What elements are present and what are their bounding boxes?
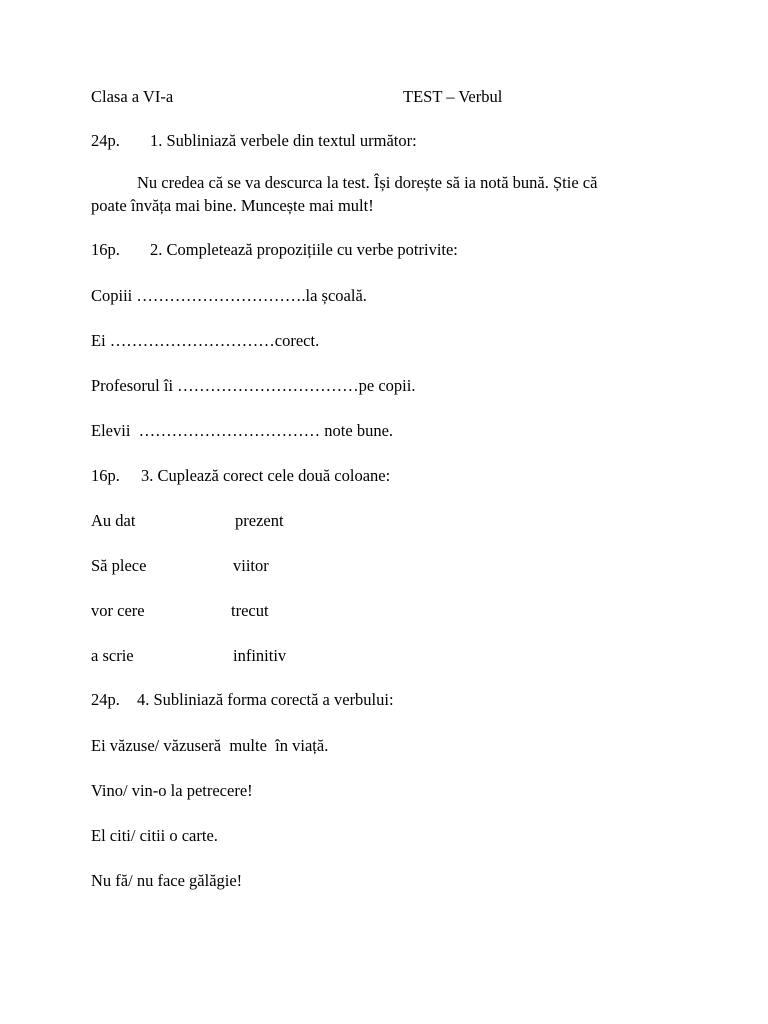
verb-choice-1: Ei văzuse/ văzuseră multe în viață. [91, 736, 329, 755]
match-left-3: vor cere [91, 601, 145, 620]
verb-choice-2: Vino/ vin-o la petrecere! [91, 781, 253, 800]
exercise3-instruction: 3. Cuplează corect cele două coloane: [141, 466, 391, 485]
exercise3-points: 16p. [91, 466, 120, 485]
match-left-2: Să plece [91, 556, 147, 575]
match-left-1: Au dat [91, 511, 136, 530]
exercise1-text-line2: poate învăța mai bine. Muncește mai mult! [91, 196, 374, 215]
fill-sentence-2: Ei …………………………corect. [91, 331, 320, 350]
exercise1-text-line1: Nu credea că se va descurca la test. Își dorește să ia notă bună. Știe că [137, 173, 598, 192]
match-right-2: viitor [233, 556, 269, 575]
verb-choice-4: Nu fă/ nu face gălăgie! [91, 871, 243, 890]
match-right-1: prezent [235, 511, 284, 530]
exercise2-points: 16p. [91, 240, 120, 259]
exercise1-instruction: 1. Subliniază verbele din textul următor: [150, 131, 417, 150]
match-left-4: a scrie [91, 646, 134, 665]
exercise4-points: 24p. [91, 690, 120, 709]
match-right-4: infinitiv [233, 646, 287, 665]
exercise4-instruction: 4. Subliniază forma corectă a verbului: [137, 690, 394, 709]
class-label: Clasa a VI-a [91, 87, 174, 106]
test-title: TEST – Verbul [403, 87, 503, 106]
exercise1-points: 24p. [91, 131, 120, 150]
fill-sentence-4: Elevii …………………………… note bune. [91, 421, 394, 440]
verb-choice-3: El citi/ citii o carte. [91, 826, 218, 845]
match-right-3: trecut [231, 601, 269, 620]
exercise2-instruction: 2. Completează propozițiile cu verbe potrivite: [150, 240, 458, 259]
fill-sentence-1: Copiii ………………………….la școală. [91, 286, 367, 305]
fill-sentence-3: Profesorul îi ……………………………pe copii. [91, 376, 416, 395]
